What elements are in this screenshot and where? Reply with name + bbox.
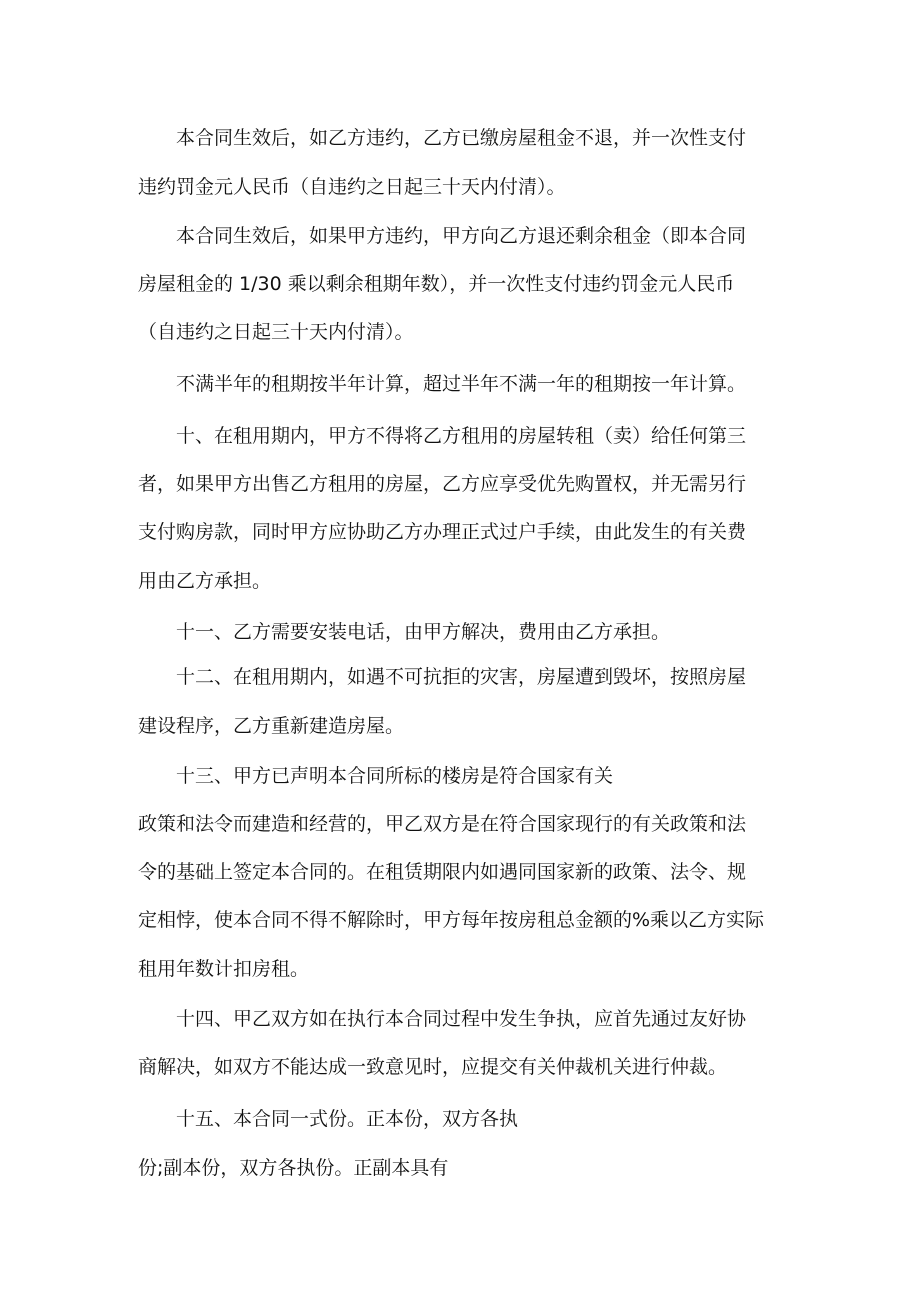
line-07: 十、在租用期内，甲方不得将乙方租用的房屋转租（卖）给任何第三 <box>176 425 747 447</box>
line-19: 十四、甲乙双方如在执行本合同过程中发生争执，应首先通过友好协 <box>176 1008 747 1030</box>
line-11: 十一、乙方需要安装电话，由甲方解决，费用由乙方承担。 <box>176 621 671 643</box>
line-03: 本合同生效后，如果甲方违约，甲方向乙方退还剩余租金（即本合同 <box>176 225 747 247</box>
line-06: 不满半年的租期按半年计算，超过半年不满一年的租期按一年计算。 <box>176 373 747 395</box>
line-15: 政策和法令而建造和经营的，甲乙双方是在符合国家现行的有关政策和法 <box>138 813 747 835</box>
line-02: 违约罚金元人民币（自违约之日起三十天内付清）。 <box>138 176 566 198</box>
line-16: 令的基础上签定本合同的。在租赁期限内如遇同国家新的政策、法令、规 <box>138 861 747 883</box>
line-09: 支付购房款，同时甲方应协助乙方办理正式过户手续，由此发生的有关费 <box>138 521 747 543</box>
line-20: 商解决，如双方不能达成一致意见时，应提交有关仲裁机关进行仲裁。 <box>138 1056 728 1078</box>
line-14: 十三、甲方已声明本合同所标的楼房是符合国家有关 <box>176 765 614 787</box>
line-10: 用由乙方承担。 <box>138 570 272 592</box>
line-22: 份;副本份，双方各执份。正副本具有 <box>138 1157 449 1179</box>
line-04: 房屋租金的 1/30 乘以剩余租期年数），并一次性支付违约罚金元人民币 <box>138 273 735 295</box>
line-17: 定相悖，使本合同不得不解除时，甲方每年按房租总金额的%乘以乙方实际 <box>138 909 765 931</box>
line-21: 十五、本合同一式份。正本份，双方各执 <box>176 1108 519 1130</box>
line-01: 本合同生效后，如乙方违约，乙方已缴房屋租金不退，并一次性支付 <box>176 127 747 149</box>
line-18: 租用年数计扣房租。 <box>138 958 310 980</box>
line-08: 者，如果甲方出售乙方租用的房屋，乙方应享受优先购置权，并无需另行 <box>138 473 747 495</box>
line-05: （自违约之日起三十天内付清）。 <box>138 321 414 343</box>
line-13: 建设程序，乙方重新建造房屋。 <box>138 715 405 737</box>
line-12: 十二、在租用期内，如遇不可抗拒的灾害，房屋遭到毁坏，按照房屋 <box>176 666 747 688</box>
